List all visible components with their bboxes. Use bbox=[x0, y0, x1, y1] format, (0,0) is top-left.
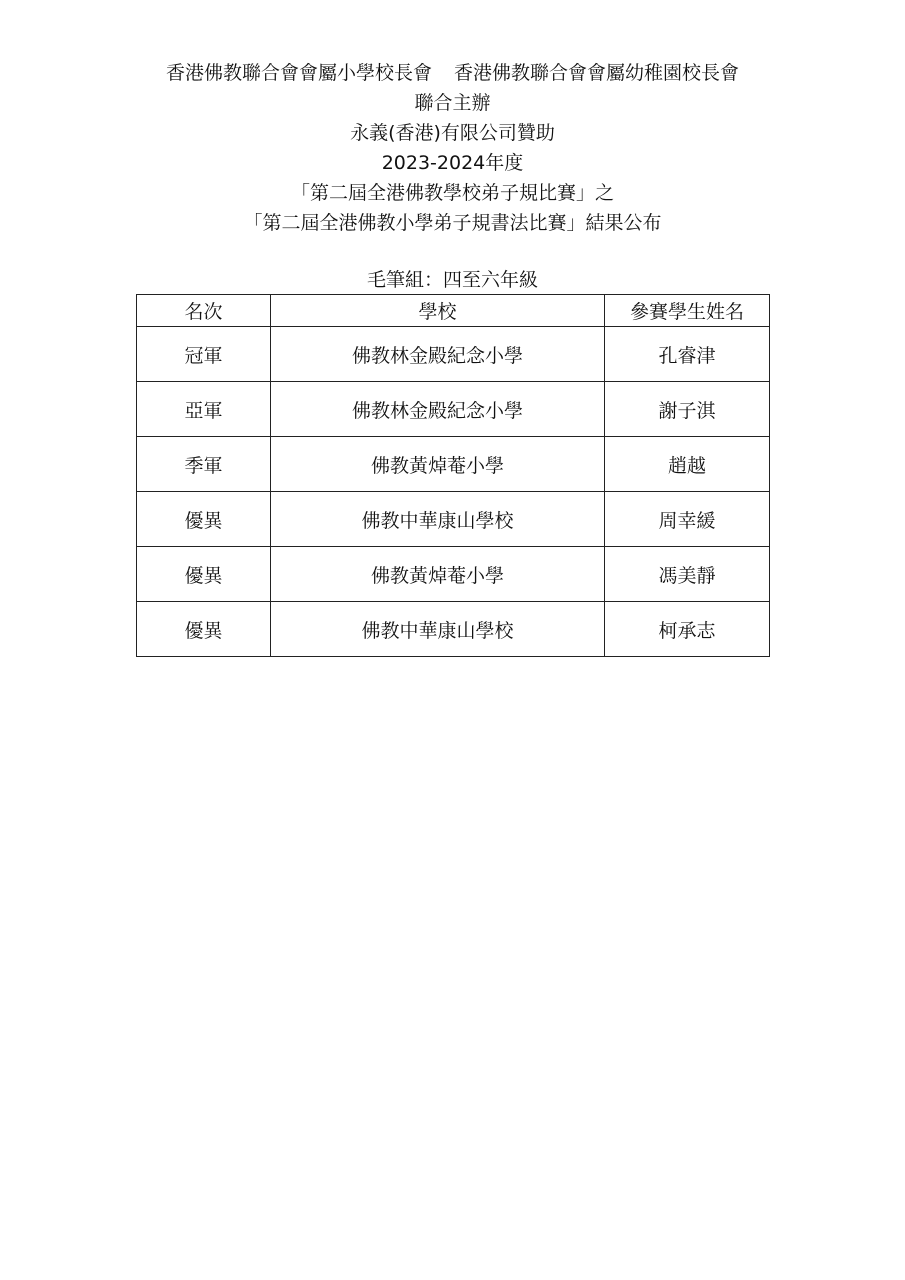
school-cell: 佛教中華康山學校 bbox=[271, 492, 605, 547]
column-header-student: 參賽學生姓名 bbox=[605, 295, 770, 327]
school-cell: 佛教林金殿紀念小學 bbox=[271, 382, 605, 437]
student-cell: 柯承志 bbox=[605, 602, 770, 657]
student-cell: 趙越 bbox=[605, 437, 770, 492]
column-header-rank: 名次 bbox=[137, 295, 271, 327]
school-cell: 佛教林金殿紀念小學 bbox=[271, 327, 605, 382]
rank-cell: 亞軍 bbox=[137, 382, 271, 437]
results-table bbox=[136, 294, 770, 657]
academic-year: 2023-2024年度 bbox=[381, 152, 524, 174]
organizer-kindergartens: 香港佛教聯合會會屬幼稚園校長會 bbox=[454, 62, 740, 84]
organizer-primary-schools: 香港佛教聯合會會屬小學校長會 bbox=[165, 62, 432, 84]
column-header-school: 學校 bbox=[271, 295, 605, 327]
student-cell: 孔睿津 bbox=[605, 327, 770, 382]
sponsor-line: 永義(香港)有限公司贊助 bbox=[350, 122, 555, 144]
school-cell: 佛教黃焯菴小學 bbox=[271, 437, 605, 492]
school-cell: 佛教黃焯菴小學 bbox=[271, 547, 605, 602]
group-title: 毛筆組：四至六年級 bbox=[366, 269, 538, 291]
organizers-line bbox=[0, 58, 905, 88]
rank-cell: 優異 bbox=[137, 602, 271, 657]
rank-cell: 冠軍 bbox=[137, 327, 271, 382]
table-row bbox=[137, 492, 770, 547]
document-header bbox=[0, 58, 905, 238]
co-organized-label: 聯合主辦 bbox=[414, 92, 491, 114]
table-header-row bbox=[137, 295, 770, 327]
results-title: 「第二屆全港佛教小學弟子規書法比賽」結果公布 bbox=[243, 212, 662, 234]
student-cell: 謝子淇 bbox=[605, 382, 770, 437]
table-row bbox=[137, 382, 770, 437]
student-cell: 馮美靜 bbox=[605, 547, 770, 602]
rank-cell: 優異 bbox=[137, 492, 271, 547]
table-row bbox=[137, 602, 770, 657]
student-cell: 周幸緩 bbox=[605, 492, 770, 547]
rank-cell: 優異 bbox=[137, 547, 271, 602]
rank-cell: 季軍 bbox=[137, 437, 271, 492]
competition-name: 「第二屆全港佛教學校弟子規比賽」之 bbox=[290, 182, 614, 204]
table-row bbox=[137, 327, 770, 382]
table-row bbox=[137, 547, 770, 602]
school-cell: 佛教中華康山學校 bbox=[271, 602, 605, 657]
table-row bbox=[137, 437, 770, 492]
